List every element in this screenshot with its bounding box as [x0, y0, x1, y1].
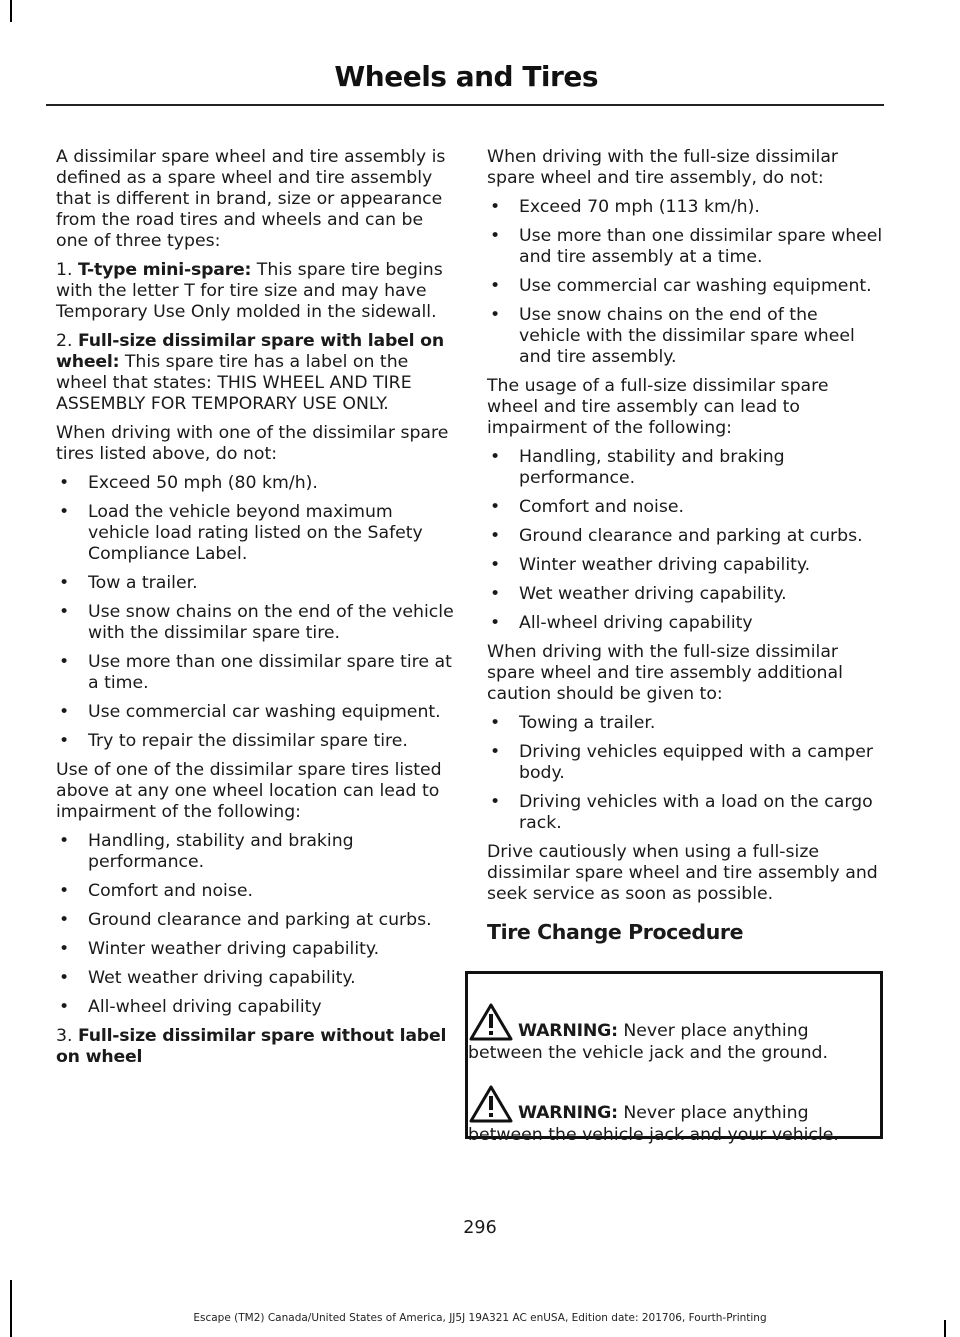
list-item: • Winter weather driving capability. [487, 555, 883, 576]
type-2-number: 2. [56, 331, 73, 351]
type-3-paragraph [56, 1026, 454, 1068]
type-2-text: This spare tire has a label on the wheel that states: THIS WHEEL AND TIRE ASSEMBLY FOR TEMPORARY USE ONLY. [56, 352, 412, 414]
list-item: • Comfort and noise. [487, 497, 883, 518]
list-item: • Towing a trailer. [487, 713, 883, 734]
caution-intro: When driving with the full-size dissimilar spare wheel and tire assembly additional caution should be given to: [487, 642, 843, 704]
type-1-text: This spare tire begins with the letter T for tire size and may have Temporary Use Only molded in the sidewall. [56, 260, 443, 322]
list-item: • Use more than one dissimilar spare tire at a time. [56, 652, 454, 694]
list-item: • All-wheel driving capability [56, 997, 454, 1018]
page-number: 296 [463, 1218, 497, 1238]
list-item: • Handling, stability and braking performance. [487, 447, 883, 489]
list-item: • Comfort and noise. [56, 881, 454, 902]
list-item: • Try to repair the dissimilar spare tire. [56, 731, 454, 752]
impairment-intro: Use of one of the dissimilar spare tires listed above at any one wheel location can lead to impairment of the following: [56, 760, 442, 822]
type-3-number: 3. [56, 1026, 73, 1046]
left-column [56, 147, 454, 1076]
warning-text: Never place anything between the vehicle jack and your vehicle. [468, 1103, 839, 1145]
crop-mark [10, 0, 12, 22]
header-rule [46, 104, 884, 106]
list-item: • All-wheel driving capability [487, 613, 883, 634]
list-item: • Exceed 70 mph (113 km/h). [487, 197, 883, 218]
full-size-intro: When driving with the full-size dissimilar spare wheel and tire assembly, do not: [487, 147, 839, 188]
section-title: Tire Change Procedure [487, 920, 744, 944]
list-item: • Driving vehicles with a load on the cargo rack. [487, 792, 883, 834]
warning-label: WARNING: [518, 1103, 618, 1123]
warning-triangle-icon [468, 1002, 514, 1042]
list-item: • Wet weather driving capability. [56, 968, 454, 989]
type-1-title: T-type mini-spare: [78, 260, 252, 280]
page-title: Wheels and Tires [334, 60, 598, 93]
list-item: • Load the vehicle beyond maximum vehicle load rating listed on the Safety Compliance Label. [56, 502, 454, 565]
driving-intro: When driving with one of the dissimilar spare tires listed above, do not: [56, 423, 449, 464]
warning-item [468, 1084, 874, 1146]
warning-triangle-icon [468, 1084, 514, 1124]
list-item: • Use snow chains on the end of the vehicle with the dissimilar spare wheel and tire assembly. [487, 305, 883, 368]
list-item: • Use more than one dissimilar spare wheel and tire assembly at a time. [487, 226, 883, 268]
footer-edition-info: Escape (TM2) Canada/United States of America, JJ5J 19A321 AC enUSA, Edition date: 201706, Fourth-Printing [193, 1312, 767, 1324]
type-1-paragraph [56, 260, 454, 323]
warning-label: WARNING: [518, 1021, 618, 1041]
warning-text: Never place anything between the vehicle jack and the ground. [468, 1021, 829, 1063]
intro-paragraph: A dissimilar spare wheel and tire assembly is defined as a spare wheel and tire assembly that is different in brand, size or appearance from the road tires and wheels and can be one of three types: [56, 147, 446, 251]
list-item: • Wet weather driving capability. [487, 584, 883, 605]
type-2-title: Full-size dissimilar spare with label on wheel: [56, 331, 444, 372]
list-item: • Exceed 50 mph (80 km/h). [56, 473, 454, 494]
list-item: • Tow a trailer. [56, 573, 454, 594]
type-1-number: 1. [56, 260, 73, 280]
drive-cautiously-paragraph: Drive cautiously when using a full-size dissimilar spare wheel and tire assembly and seek service as soon as possible. [487, 842, 878, 904]
list-item: • Ground clearance and parking at curbs. [56, 910, 454, 931]
usage-impairment-intro: The usage of a full-size dissimilar spare wheel and tire assembly can lead to impairment of the following: [487, 376, 829, 438]
list-item: • Ground clearance and parking at curbs. [487, 526, 883, 547]
list-item: • Use commercial car washing equipment. [56, 702, 454, 723]
crop-mark [10, 1280, 12, 1337]
type-3-title: Full-size dissimilar spare without label on wheel [56, 1026, 447, 1067]
list-item: • Driving vehicles equipped with a camper body. [487, 742, 883, 784]
list-item: • Winter weather driving capability. [56, 939, 454, 960]
warning-box [465, 971, 883, 1145]
type-2-paragraph [56, 331, 454, 415]
warning-item [468, 1002, 874, 1064]
right-column [468, 147, 883, 1145]
list-item: • Handling, stability and braking performance. [56, 831, 454, 873]
list-item: • Use snow chains on the end of the vehicle with the dissimilar spare tire. [56, 602, 454, 644]
list-item: • Use commercial car washing equipment. [487, 276, 883, 297]
